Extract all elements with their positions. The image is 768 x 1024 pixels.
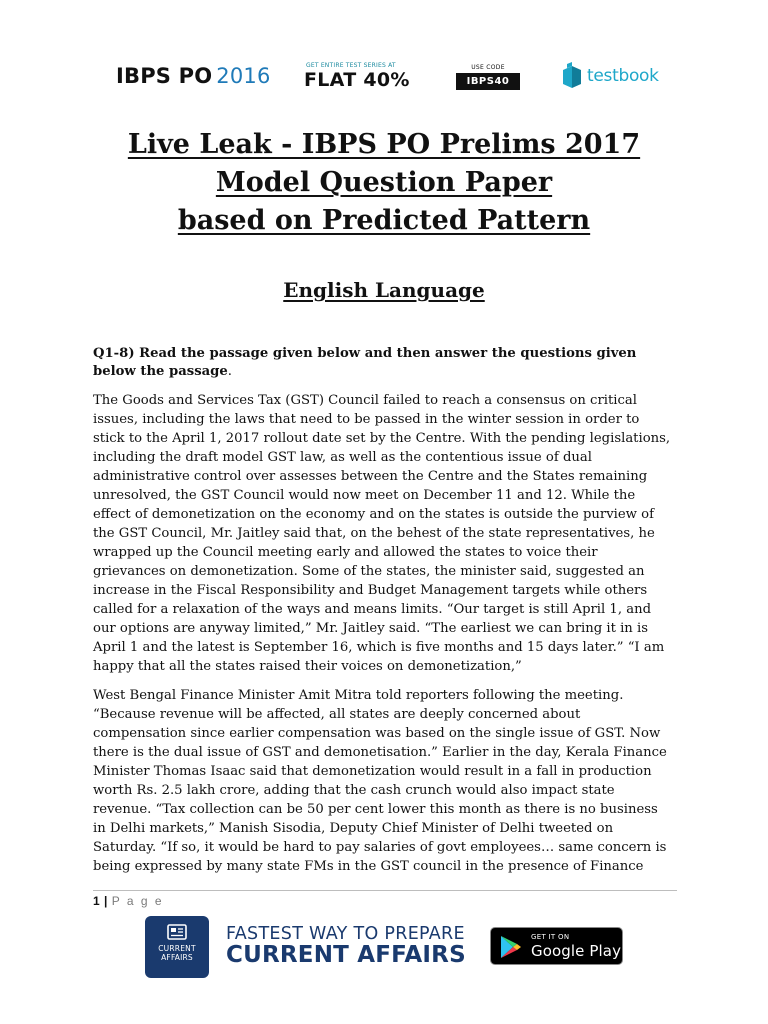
passage-line: grievances on demonetization. Some of the states, the minister said, suggested an: [93, 564, 645, 579]
offer-caption: GET ENTIRE TEST SERIES AT: [306, 62, 396, 69]
passage-paragraph-2: [93, 686, 677, 876]
exam-year: 2016: [216, 64, 271, 88]
newspaper-icon: [167, 924, 187, 940]
passage-line: Saturday. “If so, it would be hard to pay salaries of govt employees… same concern is: [93, 840, 667, 855]
google-play-icon: [500, 935, 522, 959]
passage-line: The Goods and Services Tax (GST) Council failed to reach a consensus on critical: [93, 393, 637, 408]
section-heading: English Language: [283, 278, 485, 302]
question-text: Q1-8) Read the passage given below and then answer the questions given below the passage: [93, 346, 637, 379]
passage-line: Minister Thomas Isaac said that demonetization would result in a fall in production: [93, 764, 652, 779]
passage-line: in Delhi markets,” Manish Sisodia, Deputy Chief Minister of Delhi tweeted on: [93, 821, 614, 836]
exam-name: IBPS PO: [116, 64, 213, 88]
passage-line: increase in the Fiscal Responsibility and Budget Management targets while others: [93, 583, 648, 598]
passage-line: issues, including the laws that need to be passed in the winter session in order to: [93, 412, 640, 427]
passage-line: stick to the April 1, 2017 rollout date set by the Centre. With the pending legislations,: [93, 431, 671, 446]
passage-paragraph-1: [93, 391, 677, 676]
store-caption: GET IT ON: [531, 933, 570, 941]
promo-tagline-2: CURRENT AFFAIRS: [226, 942, 466, 968]
coupon-caption: USE CODE: [471, 64, 505, 71]
store-name: Google Play: [531, 942, 622, 960]
offer-block: [304, 62, 414, 91]
passage-line: worth Rs. 2.5 lakh crore, adding that the cash crunch would also impact state: [93, 783, 615, 798]
exam-label: [116, 64, 271, 88]
page-number: 1: [93, 894, 101, 908]
passage-line: “Because revenue will be affected, all states are deeply concerned about: [93, 707, 581, 722]
passage-line: April 1 and the latest is September 16, which is five months and 15 days later.” “I am: [93, 640, 665, 655]
passage-line: including the draft model GST law, as well as the contentious issue of dual: [93, 450, 592, 465]
passage-line: being expressed by many state FMs in the GST council in the presence of Finance: [93, 859, 644, 874]
promo-banner[interactable]: [0, 906, 768, 1024]
title-line-2: Model Question Paper: [215, 167, 553, 198]
title-line-1: Live Leak - IBPS PO Prelims 2017: [127, 129, 641, 160]
page-word: P a g e: [111, 894, 164, 908]
badge-line-1: CURRENT: [158, 944, 196, 953]
question-end: .: [227, 364, 232, 379]
passage-line: effect of demonetization on the economy and on the states is outside the purview of: [93, 507, 654, 522]
passage-line: administrative control over assesses between the Centre and the States remaining: [93, 469, 648, 484]
testbook-logo[interactable]: [561, 62, 661, 90]
passage-line: called for a relaxation of the ways and means limits. “Our target is still April 1, and: [93, 602, 652, 617]
title-line-3: based on Predicted Pattern: [177, 205, 591, 236]
passage-line: there is the dual issue of GST and demonetisation.” Earlier in the day, Kerala Finance: [93, 745, 667, 760]
passage-line: happy that all the states raised their voices on demonetization,”: [93, 659, 522, 674]
passage-line: wrapped up the Council meeting early and allowed the states to voice their: [93, 545, 598, 560]
testbook-logo-icon: [561, 62, 583, 90]
promo-tagline-1: FASTEST WAY TO PREPARE: [226, 924, 465, 944]
passage-line: revenue. “Tax collection can be 50 per cent lower this month as there is no business: [93, 802, 658, 817]
google-play-button[interactable]: [490, 927, 623, 965]
badge-line-2: AFFAIRS: [161, 953, 193, 962]
offer-discount: FLAT 40%: [304, 69, 410, 91]
footer-divider: [93, 890, 677, 891]
current-affairs-badge: [145, 916, 209, 978]
brand-name: testbook: [587, 66, 659, 86]
question-instruction: [93, 345, 677, 381]
page-separator: |: [104, 894, 108, 908]
passage-line: the GST Council, Mr. Jaitley said that, on the behest of the state representatives, he: [93, 526, 655, 541]
coupon-block: [456, 64, 520, 90]
coupon-code: IBPS40: [456, 73, 520, 90]
header-banner[interactable]: [0, 0, 768, 110]
passage-line: compensation since earlier compensation was based on the single issue of GST. Now: [93, 726, 661, 741]
passage-line: West Bengal Finance Minister Amit Mitra told reporters following the meeting.: [93, 688, 624, 703]
passage-line: our options are anyway limited,” Mr. Jaitley said. “The earliest we can bring it in is: [93, 621, 648, 636]
passage-line: unresolved, the GST Council would now meet on December 11 and 12. While the: [93, 488, 636, 503]
document-title: [0, 126, 768, 240]
